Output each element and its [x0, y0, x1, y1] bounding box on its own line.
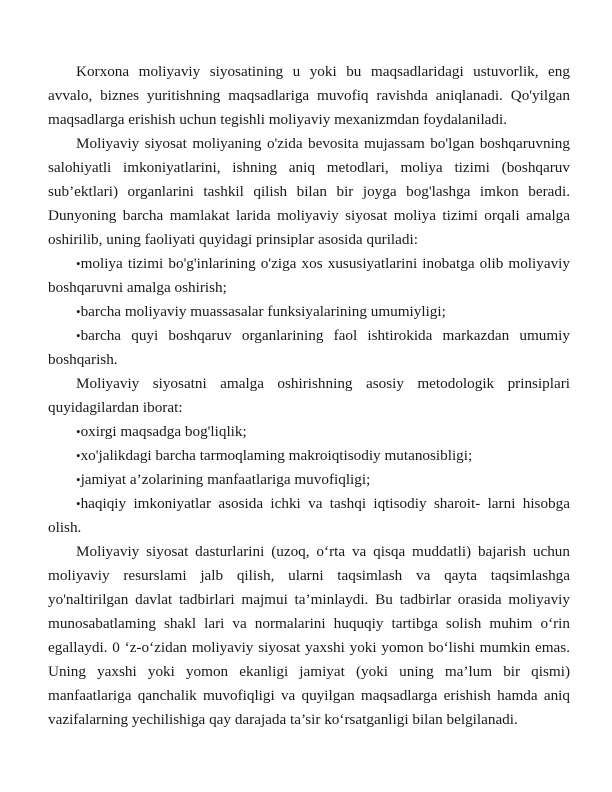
paragraph-2: Moliyaviy siyosat moliyaning o'zida bevosita mujassam bo'lgan boshqaruvning salohiyatli imkoniyatlarini, ishning aniq metodlari, moliya tizimi (boshqaruv sub’ektlari) organlarini tashkil qilish bilan bir joyga bog'lashga imkon beradi. Dunyoning barcha mamlakat larida moliyaviy siyosat moliya tizimi orqali amalga oshirilib, uning faoliyati quyidagi prinsiplar asosida quriladi: — [48, 135, 570, 248]
list-item — [48, 492, 570, 540]
list-item-label: barcha moliyaviy muassasalar funksiyalarining umumiyligi; — [80, 303, 446, 320]
bullet-icon: • — [76, 328, 81, 343]
list-item — [48, 324, 570, 372]
bullet-icon: • — [76, 424, 81, 439]
list-item-label: haqiqiy imkoniyatlar asosida ichki va tashqi iqtisodiy sharoit- larni hisobga olish. — [48, 495, 570, 536]
list-item-label: xo'jalikdagi barcha tarmoqlaming makroiqtisodiy mutanosibligi; — [80, 447, 473, 464]
principles-list-1 — [48, 252, 570, 372]
document-body — [48, 60, 570, 732]
list-item — [48, 444, 570, 468]
list-item — [48, 252, 570, 300]
list-item-label: oxirgi maqsadga bog'liqlik; — [80, 423, 247, 440]
list-item — [48, 420, 570, 444]
list-item-label: barcha quyi boshqaruv organlarining faol ishtirokida markazdan umumiy boshqarish. — [48, 327, 570, 368]
list-item-label: moliya tizimi bo'g'inlarining o'ziga xos xususiyatlarini inobatga olib moliyaviy boshqaruvni amalga oshirish; — [48, 255, 570, 296]
paragraph-3: Moliyaviy siyosatni amalga oshirishning asosiy metodologik prinsiplari quyidagilardan iborat: — [48, 375, 570, 416]
list-item-label: jamiyat a’zolarining manfaatlariga muvofiqligi; — [80, 471, 371, 488]
paragraph-1: Korxona moliyaviy siyosatining u yoki bu maqsadlaridagi ustuvorlik, eng avvalo, biznes yuritishning maqsadlariga muvofiq ravishda aniqlanadi. Qo'yilgan maqsadlarga erishish uchun tegishli moliyaviy mexanizmdan foydalaniladi. — [48, 63, 570, 128]
bullet-icon: • — [76, 256, 81, 271]
list-item — [48, 300, 570, 324]
list-item — [48, 468, 570, 492]
bullet-icon: • — [76, 472, 81, 487]
bullet-icon: • — [76, 496, 81, 511]
paragraph-4: Moliyaviy siyosat dasturlarini (uzoq, o‘rta va qisqa muddatli) bajarish uchun moliyaviy resurslami jalb qilish, ularni taqsimlash va qayta taqsimlashga yo'naltirilgan davlat tadbirlari majmui ta’minlaydi. Bu tadbirlar orasida moliyaviy munosabatlaming shakl lari va normalarini huquqiy tartibga solish muhim o‘rin egallaydi. 0 ‘z-o‘zidan moliyaviy siyosat yaxshi yoki yomon bo‘lishi mumkin emas. Uning yaxshi yoki yomon ekanligi jamiyat (yoki uning ma’lum bir qismi) manfaatlariga qanchalik muvofiqligi va quyilgan maqsadlarga erishish hamda aniq vazifalarning yechilishiga qay darajada ta’sir ko‘rsatganligi bilan belgilanadi. — [48, 543, 570, 728]
principles-list-2 — [48, 420, 570, 540]
bullet-icon: • — [76, 448, 81, 463]
bullet-icon: • — [76, 304, 81, 319]
